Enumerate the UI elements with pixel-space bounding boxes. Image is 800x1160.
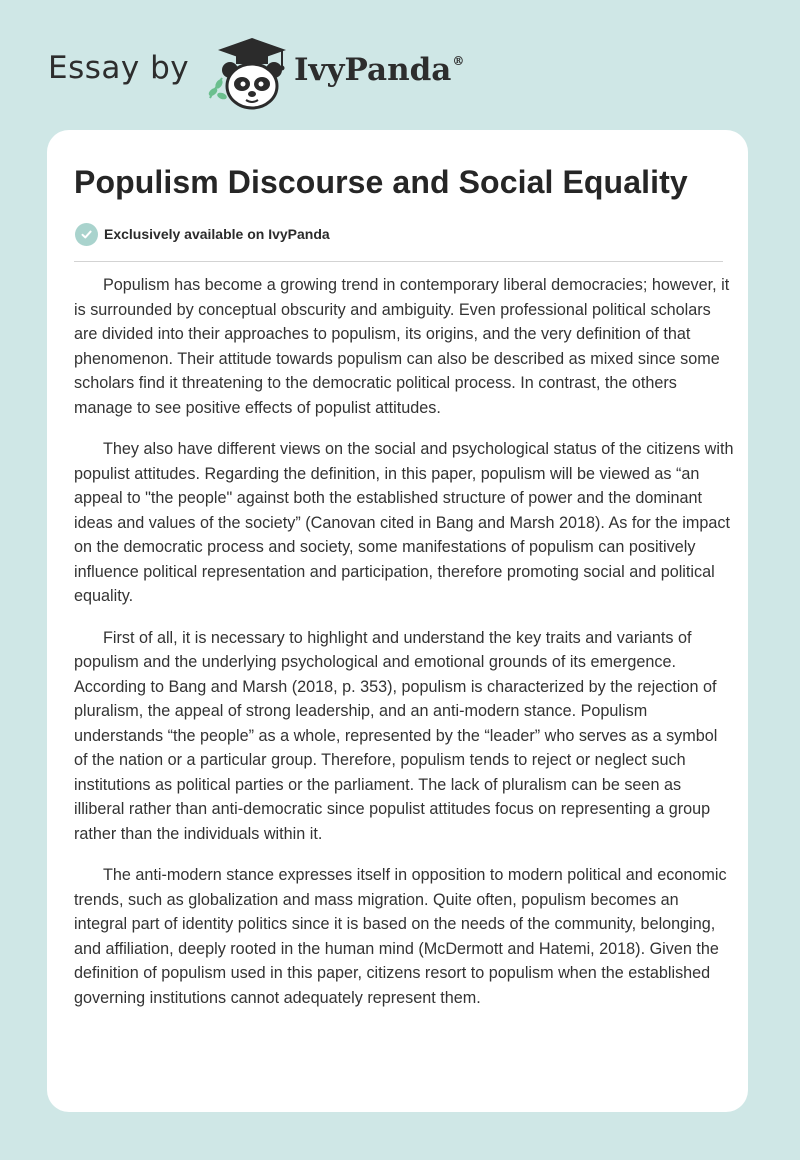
paragraph: They also have different views on the social and psychological status of the citizens with populist attitudes. Regarding the definition, in this paper, populism will be viewed as “an appeal to "the people" against both the established structure of power and the dominant ideas and values of the society” (Canovan cited in Bang and Marsh 2018). As for the impact on the democratic process and society, some manifestations of populism can positively influence political representation and participation, therefore promoting social and political equality. [74, 440, 734, 605]
page-title: Populism Discourse and Social Equality [74, 164, 688, 200]
divider [74, 261, 723, 262]
paragraph: The anti-modern stance expresses itself in opposition to modern political and economic trends, such as globalization and mass migration. Quite often, populism becomes an integral part of identity politics since it is based on the needs of the community, belonging, and affiliation, deeply rooted in the human mind (McDermott and Hatemi, 2018). Given the definition of populism used in this paper, citizens resort to populism when the established governing institutions cannot adequately represent them. [74, 866, 727, 1007]
panda-graduate-icon[interactable] [202, 34, 292, 112]
registered-mark: ® [452, 54, 465, 68]
paragraph: First of all, it is necessary to highlight and understand the key traits and variants of populism and the underlying psychological and emotional grounds of its emergence. According to Bang and Marsh (2018, p. 353), populism is characterized by the rejection of pluralism, the appeal of strong leadership, and an anti-modern stance. Populism understands “the people” as a whole, represented by the “leader” who serves as a symbol of the nation or a particular group. Therefore, populism tends to reject or neglect such institutions as political parties or the parliament. The lack of pluralism can be seen as illiberal rather than anti-democratic since populist attitudes focus on representing a group rather than the individuals within it. [74, 628, 718, 843]
brand-label: IvyPanda [294, 52, 452, 88]
exclusive-badge [75, 222, 330, 246]
brand-name[interactable] [294, 52, 464, 88]
essay-body [74, 273, 734, 1027]
check-icon [75, 223, 98, 246]
essay-by-label: Essay by [48, 50, 190, 86]
paragraph: Populism has become a growing trend in contemporary liberal democracies; however, it is surrounded by conceptual obscurity and ambiguity. Even professional political scholars are divided into their approaches to populism, its origins, and the very definition of that phenomenon. Their attitude towards populism can also be described as mixed since some scholars find it threatening to the democratic political process. In contrast, the others manage to see positive effects of populist attitudes. [74, 276, 730, 417]
essay-card [47, 130, 748, 1112]
site-header [48, 30, 548, 110]
exclusive-badge-label: Exclusively available on IvyPanda [104, 226, 330, 242]
